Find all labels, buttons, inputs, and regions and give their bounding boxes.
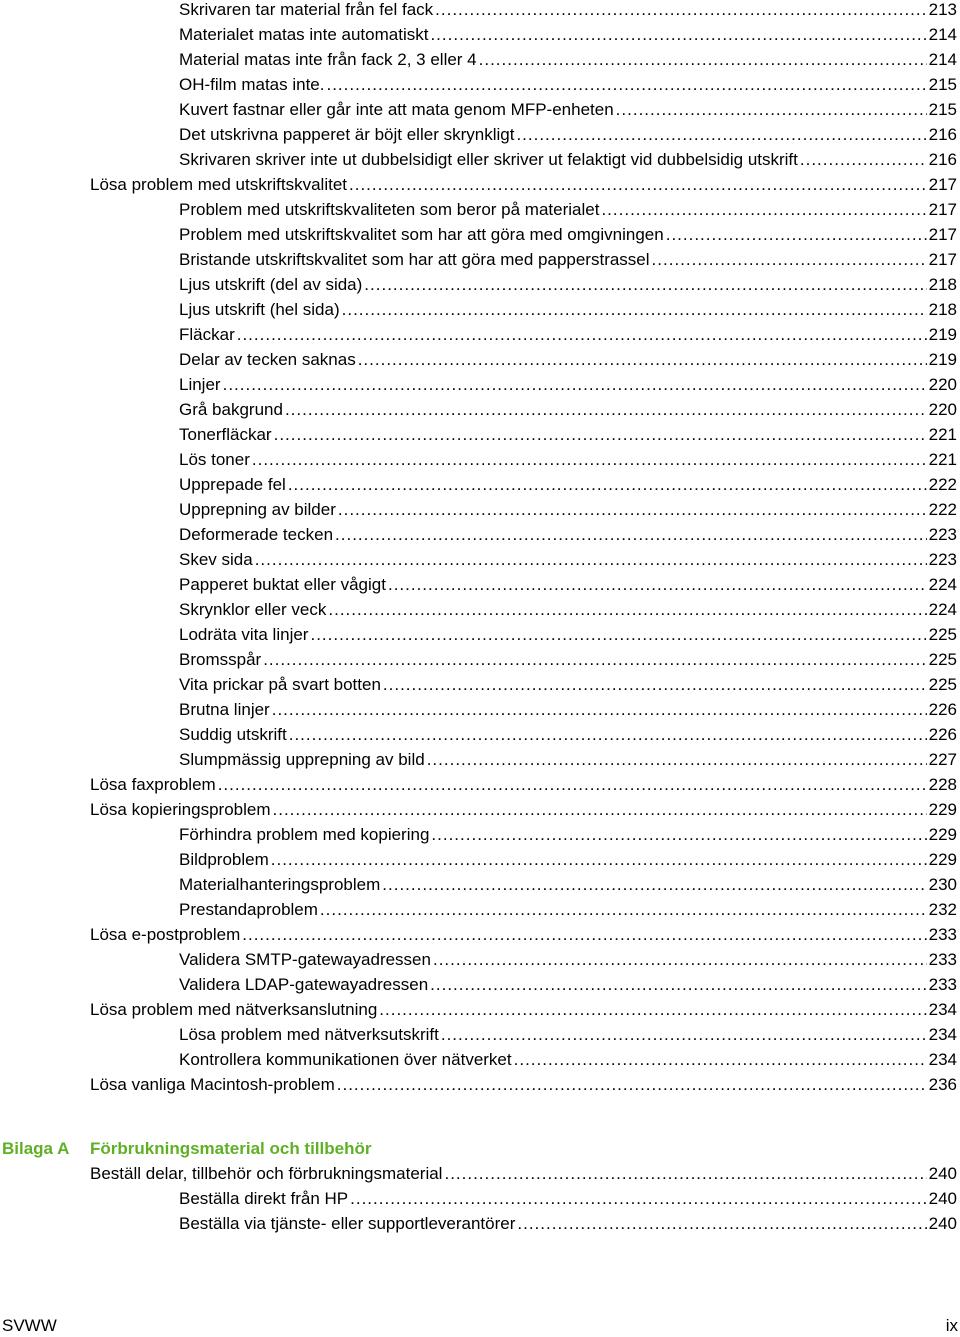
- toc-entry-page: 218: [928, 275, 957, 294]
- dot-leader: [652, 247, 927, 272]
- toc-entry-page: 217: [928, 225, 957, 244]
- dot-leader: [252, 447, 927, 472]
- toc-entry[interactable]: [179, 522, 957, 547]
- toc-entry-page: 227: [928, 750, 957, 769]
- footer-doc-code: SVWW: [2, 1316, 57, 1335]
- toc-entry-title: Beställ delar, tillbehör och förbrukningsmaterial: [90, 1164, 443, 1183]
- toc-entry-page: 224: [928, 600, 957, 619]
- toc-entry-title: Lösa kopieringsproblem: [90, 800, 271, 819]
- toc-entry[interactable]: [179, 247, 957, 272]
- toc-entry-title: Förhindra problem med kopiering: [179, 825, 430, 844]
- toc-entry-title: Skrivaren tar material från fel fack: [179, 0, 434, 19]
- toc-entry-page: 226: [928, 725, 957, 744]
- toc-entry-page: 221: [928, 425, 957, 444]
- toc-entry-title: Problem med utskriftskvalitet som har att göra med omgivningen: [179, 225, 664, 244]
- toc-entry-page: 223: [928, 550, 957, 569]
- toc-entry-title: Det utskrivna papperet är böjt eller skrynkligt: [179, 125, 515, 144]
- toc-entry[interactable]: [179, 322, 957, 347]
- toc-entry-page: 225: [928, 650, 957, 669]
- dot-leader: [320, 897, 927, 922]
- toc-entry[interactable]: [179, 122, 957, 147]
- toc-entry-page: 234: [928, 1050, 957, 1069]
- toc-entry-title: Beställa via tjänste- eller supportleverantörer: [179, 1214, 516, 1233]
- toc-entry[interactable]: [179, 447, 957, 472]
- toc-entry[interactable]: [179, 947, 957, 972]
- toc-entry[interactable]: [179, 972, 957, 997]
- toc-entry[interactable]: [179, 722, 957, 747]
- appendix-label: Bilaga A: [2, 1139, 70, 1158]
- toc-entry-title: Bristande utskriftskvalitet som har att göra med papperstrassel: [179, 250, 650, 269]
- dot-leader: [616, 97, 927, 122]
- dot-leader: [379, 997, 926, 1022]
- toc-entry-page: 216: [928, 150, 957, 169]
- toc-entry-title: OH-film matas inte.: [179, 75, 325, 94]
- toc-entry-title: Beställa direkt från HP: [179, 1189, 349, 1208]
- dot-leader: [382, 872, 926, 897]
- toc-entry-title: Grå bakgrund: [179, 400, 283, 419]
- dot-leader: [435, 0, 926, 22]
- toc-entry[interactable]: [179, 0, 957, 22]
- toc-entry-title: Papperet buktat eller vågigt: [179, 575, 386, 594]
- toc-entry-title: Kuvert fastnar eller går inte att mata genom MFP-enheten: [179, 100, 614, 119]
- toc-entry-page: 220: [928, 400, 957, 419]
- toc-entry-page: 240: [928, 1214, 957, 1233]
- toc-entry-page: 229: [928, 850, 957, 869]
- dot-leader: [271, 847, 927, 872]
- toc-entry[interactable]: [90, 1072, 957, 1097]
- dot-leader: [272, 697, 927, 722]
- dot-leader: [517, 1211, 926, 1236]
- dot-leader: [335, 522, 927, 547]
- dot-leader: [263, 647, 926, 672]
- toc-entry-page: 233: [928, 975, 957, 994]
- toc-entry-title: Lös toner: [179, 450, 250, 469]
- dot-leader: [326, 72, 926, 97]
- toc-entry-title: Skrivaren skriver inte ut dubbelsidigt eller skriver ut felaktigt vid dubbelsidig utskrift: [179, 150, 798, 169]
- toc-entry-page: 215: [928, 75, 957, 94]
- page-footer: [0, 1315, 960, 1337]
- toc-entry-title: Material matas inte från fack 2, 3 eller 4: [179, 50, 477, 69]
- toc-entry[interactable]: [179, 1022, 957, 1047]
- toc-entry[interactable]: [179, 672, 957, 697]
- dot-leader: [388, 572, 927, 597]
- toc-entry[interactable]: [90, 172, 957, 197]
- toc-entry[interactable]: [179, 697, 957, 722]
- toc-entry-page: 222: [928, 500, 957, 519]
- dot-leader: [350, 1186, 926, 1211]
- toc-entry-title: Skrynklor eller veck: [179, 600, 327, 619]
- toc-entry-page: 215: [928, 100, 957, 119]
- toc-entry[interactable]: [179, 497, 957, 522]
- toc-entry-title: Lodräta vita linjer: [179, 625, 309, 644]
- dot-leader: [218, 772, 927, 797]
- toc-entry-title: Linjer: [179, 375, 221, 394]
- toc-entry-page: 236: [928, 1075, 957, 1094]
- dot-leader: [337, 1072, 927, 1097]
- dot-leader: [274, 422, 927, 447]
- dot-leader: [433, 947, 927, 972]
- toc-entry-page: 224: [928, 575, 957, 594]
- toc-entry-title: Lösa problem med utskriftskvalitet: [90, 175, 347, 194]
- dot-leader: [427, 747, 927, 772]
- toc-entry-title: Brutna linjer: [179, 700, 270, 719]
- toc-entry-page: 217: [928, 250, 957, 269]
- toc-entry[interactable]: [179, 1047, 957, 1072]
- toc-entry[interactable]: [179, 847, 957, 872]
- toc-entry-title: Bromsspår: [179, 650, 262, 669]
- toc-entry[interactable]: [179, 397, 957, 422]
- dot-leader: [383, 672, 927, 697]
- toc-entry[interactable]: [179, 747, 957, 772]
- dot-leader: [430, 22, 926, 47]
- toc-entry-title: Suddig utskrift: [179, 725, 287, 744]
- toc-entry-page: 225: [928, 625, 957, 644]
- toc-entry-page: 219: [928, 325, 957, 344]
- toc-entry[interactable]: [179, 1211, 957, 1236]
- toc-entry[interactable]: [179, 222, 957, 247]
- toc-entry[interactable]: [90, 997, 957, 1022]
- toc-entry-page: 218: [928, 300, 957, 319]
- toc-entry-title: Kontrollera kommunikationen över nätverket: [179, 1050, 512, 1069]
- toc-entry[interactable]: [179, 297, 957, 322]
- toc-entry[interactable]: [179, 422, 957, 447]
- toc-entry-page: 217: [928, 175, 957, 194]
- toc-entry-page: 226: [928, 700, 957, 719]
- toc-entry-title: Upprepning av bilder: [179, 500, 336, 519]
- dot-leader: [364, 272, 926, 297]
- dot-leader: [342, 297, 927, 322]
- toc-entry-title: Validera LDAP-gatewayadressen: [179, 975, 429, 994]
- toc-entry-page: 233: [928, 950, 957, 969]
- dot-leader: [800, 147, 927, 172]
- toc-entry[interactable]: [179, 72, 957, 97]
- dot-leader: [601, 197, 926, 222]
- toc-entry-page: 240: [928, 1189, 957, 1208]
- dot-leader: [430, 972, 926, 997]
- toc-entry-title: Prestandaproblem: [179, 900, 318, 919]
- toc-entry[interactable]: [179, 822, 957, 847]
- dot-leader: [666, 222, 927, 247]
- toc-entry-title: Problem med utskriftskvaliteten som beror på materialet: [179, 200, 600, 219]
- dot-leader: [479, 47, 927, 72]
- toc-entry-title: Lösa e-postproblem: [90, 925, 241, 944]
- toc-entry-page: 230: [928, 875, 957, 894]
- toc-entry-title: Vita prickar på svart botten: [179, 675, 381, 694]
- toc-entry[interactable]: [179, 597, 957, 622]
- toc-entry-page: 228: [928, 775, 957, 794]
- dot-leader: [237, 322, 927, 347]
- toc-entry-page: 217: [928, 200, 957, 219]
- toc-entry[interactable]: [179, 22, 957, 47]
- toc-entry-title: Validera SMTP-gatewayadressen: [179, 950, 431, 969]
- toc-entry[interactable]: [179, 647, 957, 672]
- dot-leader: [328, 597, 926, 622]
- toc-entry[interactable]: [179, 47, 957, 72]
- toc-entry-page: 240: [928, 1164, 957, 1183]
- dot-leader: [310, 622, 926, 647]
- footer-page-number: ix: [945, 1316, 958, 1335]
- toc-entry-title: Skev sida: [179, 550, 253, 569]
- toc-entry-title: Ljus utskrift (del av sida): [179, 275, 363, 294]
- dot-leader: [223, 372, 927, 397]
- toc-entry[interactable]: [179, 622, 957, 647]
- toc-entry[interactable]: [90, 922, 957, 947]
- dot-leader: [273, 797, 927, 822]
- dot-leader: [516, 122, 926, 147]
- toc-entry[interactable]: [179, 347, 957, 372]
- toc-entry-title: Lösa problem med nätverksutskrift: [179, 1025, 439, 1044]
- toc-entry[interactable]: [90, 797, 957, 822]
- toc-entry-page: 219: [928, 350, 957, 369]
- dot-leader: [441, 1022, 927, 1047]
- toc-entry-page: 232: [928, 900, 957, 919]
- toc-entry[interactable]: [179, 572, 957, 597]
- toc-entry[interactable]: [179, 872, 957, 897]
- toc-entry[interactable]: [179, 897, 957, 922]
- toc-entry[interactable]: [179, 1186, 957, 1211]
- toc-entry-page: 220: [928, 375, 957, 394]
- toc-entry-title: Fläckar: [179, 325, 235, 344]
- dot-leader: [338, 497, 927, 522]
- toc-entry-title: Tonerfläckar: [179, 425, 272, 444]
- toc-entry-title: Lösa faxproblem: [90, 775, 216, 794]
- toc-entry-title: Lösa problem med nätverksanslutning: [90, 1000, 378, 1019]
- dot-leader: [431, 822, 926, 847]
- toc-entry-page: 221: [928, 450, 957, 469]
- toc-entry-title: Lösa vanliga Macintosh-problem: [90, 1075, 335, 1094]
- toc-entry[interactable]: [179, 97, 957, 122]
- toc-entry-page: 223: [928, 525, 957, 544]
- toc-entry-title: Ljus utskrift (hel sida): [179, 300, 340, 319]
- dot-leader: [285, 397, 927, 422]
- appendix-heading[interactable]: [0, 1136, 960, 1161]
- toc-entry-page: 214: [928, 50, 957, 69]
- toc-entry-page: 214: [928, 25, 957, 44]
- toc-entry[interactable]: [179, 147, 957, 172]
- toc-entry[interactable]: [179, 547, 957, 572]
- toc-entry-page: 229: [928, 800, 957, 819]
- dot-leader: [349, 172, 927, 197]
- toc-entry-page: 234: [928, 1025, 957, 1044]
- dot-leader: [288, 472, 927, 497]
- toc-entry-page: 233: [928, 925, 957, 944]
- dot-leader: [514, 1047, 927, 1072]
- toc-entry[interactable]: [179, 472, 957, 497]
- toc-entry-page: 225: [928, 675, 957, 694]
- toc-entry[interactable]: [179, 272, 957, 297]
- toc-entry[interactable]: [90, 772, 957, 797]
- toc-entry-page: 234: [928, 1000, 957, 1019]
- toc-entry-title: Upprepade fel: [179, 475, 286, 494]
- toc-entry-page: 216: [928, 125, 957, 144]
- dot-leader: [289, 722, 927, 747]
- toc-entry[interactable]: [179, 372, 957, 397]
- toc-entry-title: Bildproblem: [179, 850, 269, 869]
- toc-entry[interactable]: [179, 197, 957, 222]
- dot-leader: [358, 347, 927, 372]
- dot-leader: [242, 922, 926, 947]
- toc-entry-title: Deformerade tecken: [179, 525, 334, 544]
- toc-entry-title: Slumpmässig upprepning av bild: [179, 750, 425, 769]
- appendix-title: Förbrukningsmaterial och tillbehör: [90, 1139, 372, 1158]
- toc-entry-title: Materialhanteringsproblem: [179, 875, 381, 894]
- dot-leader: [255, 547, 927, 572]
- toc-entry-title: Delar av tecken saknas: [179, 350, 356, 369]
- toc-entry-title: Materialet matas inte automatiskt: [179, 25, 429, 44]
- toc-entry[interactable]: [90, 1161, 957, 1186]
- dot-leader: [444, 1161, 926, 1186]
- toc-entry-page: 229: [928, 825, 957, 844]
- toc-entry-page: 213: [928, 0, 957, 19]
- toc-entry-page: 222: [928, 475, 957, 494]
